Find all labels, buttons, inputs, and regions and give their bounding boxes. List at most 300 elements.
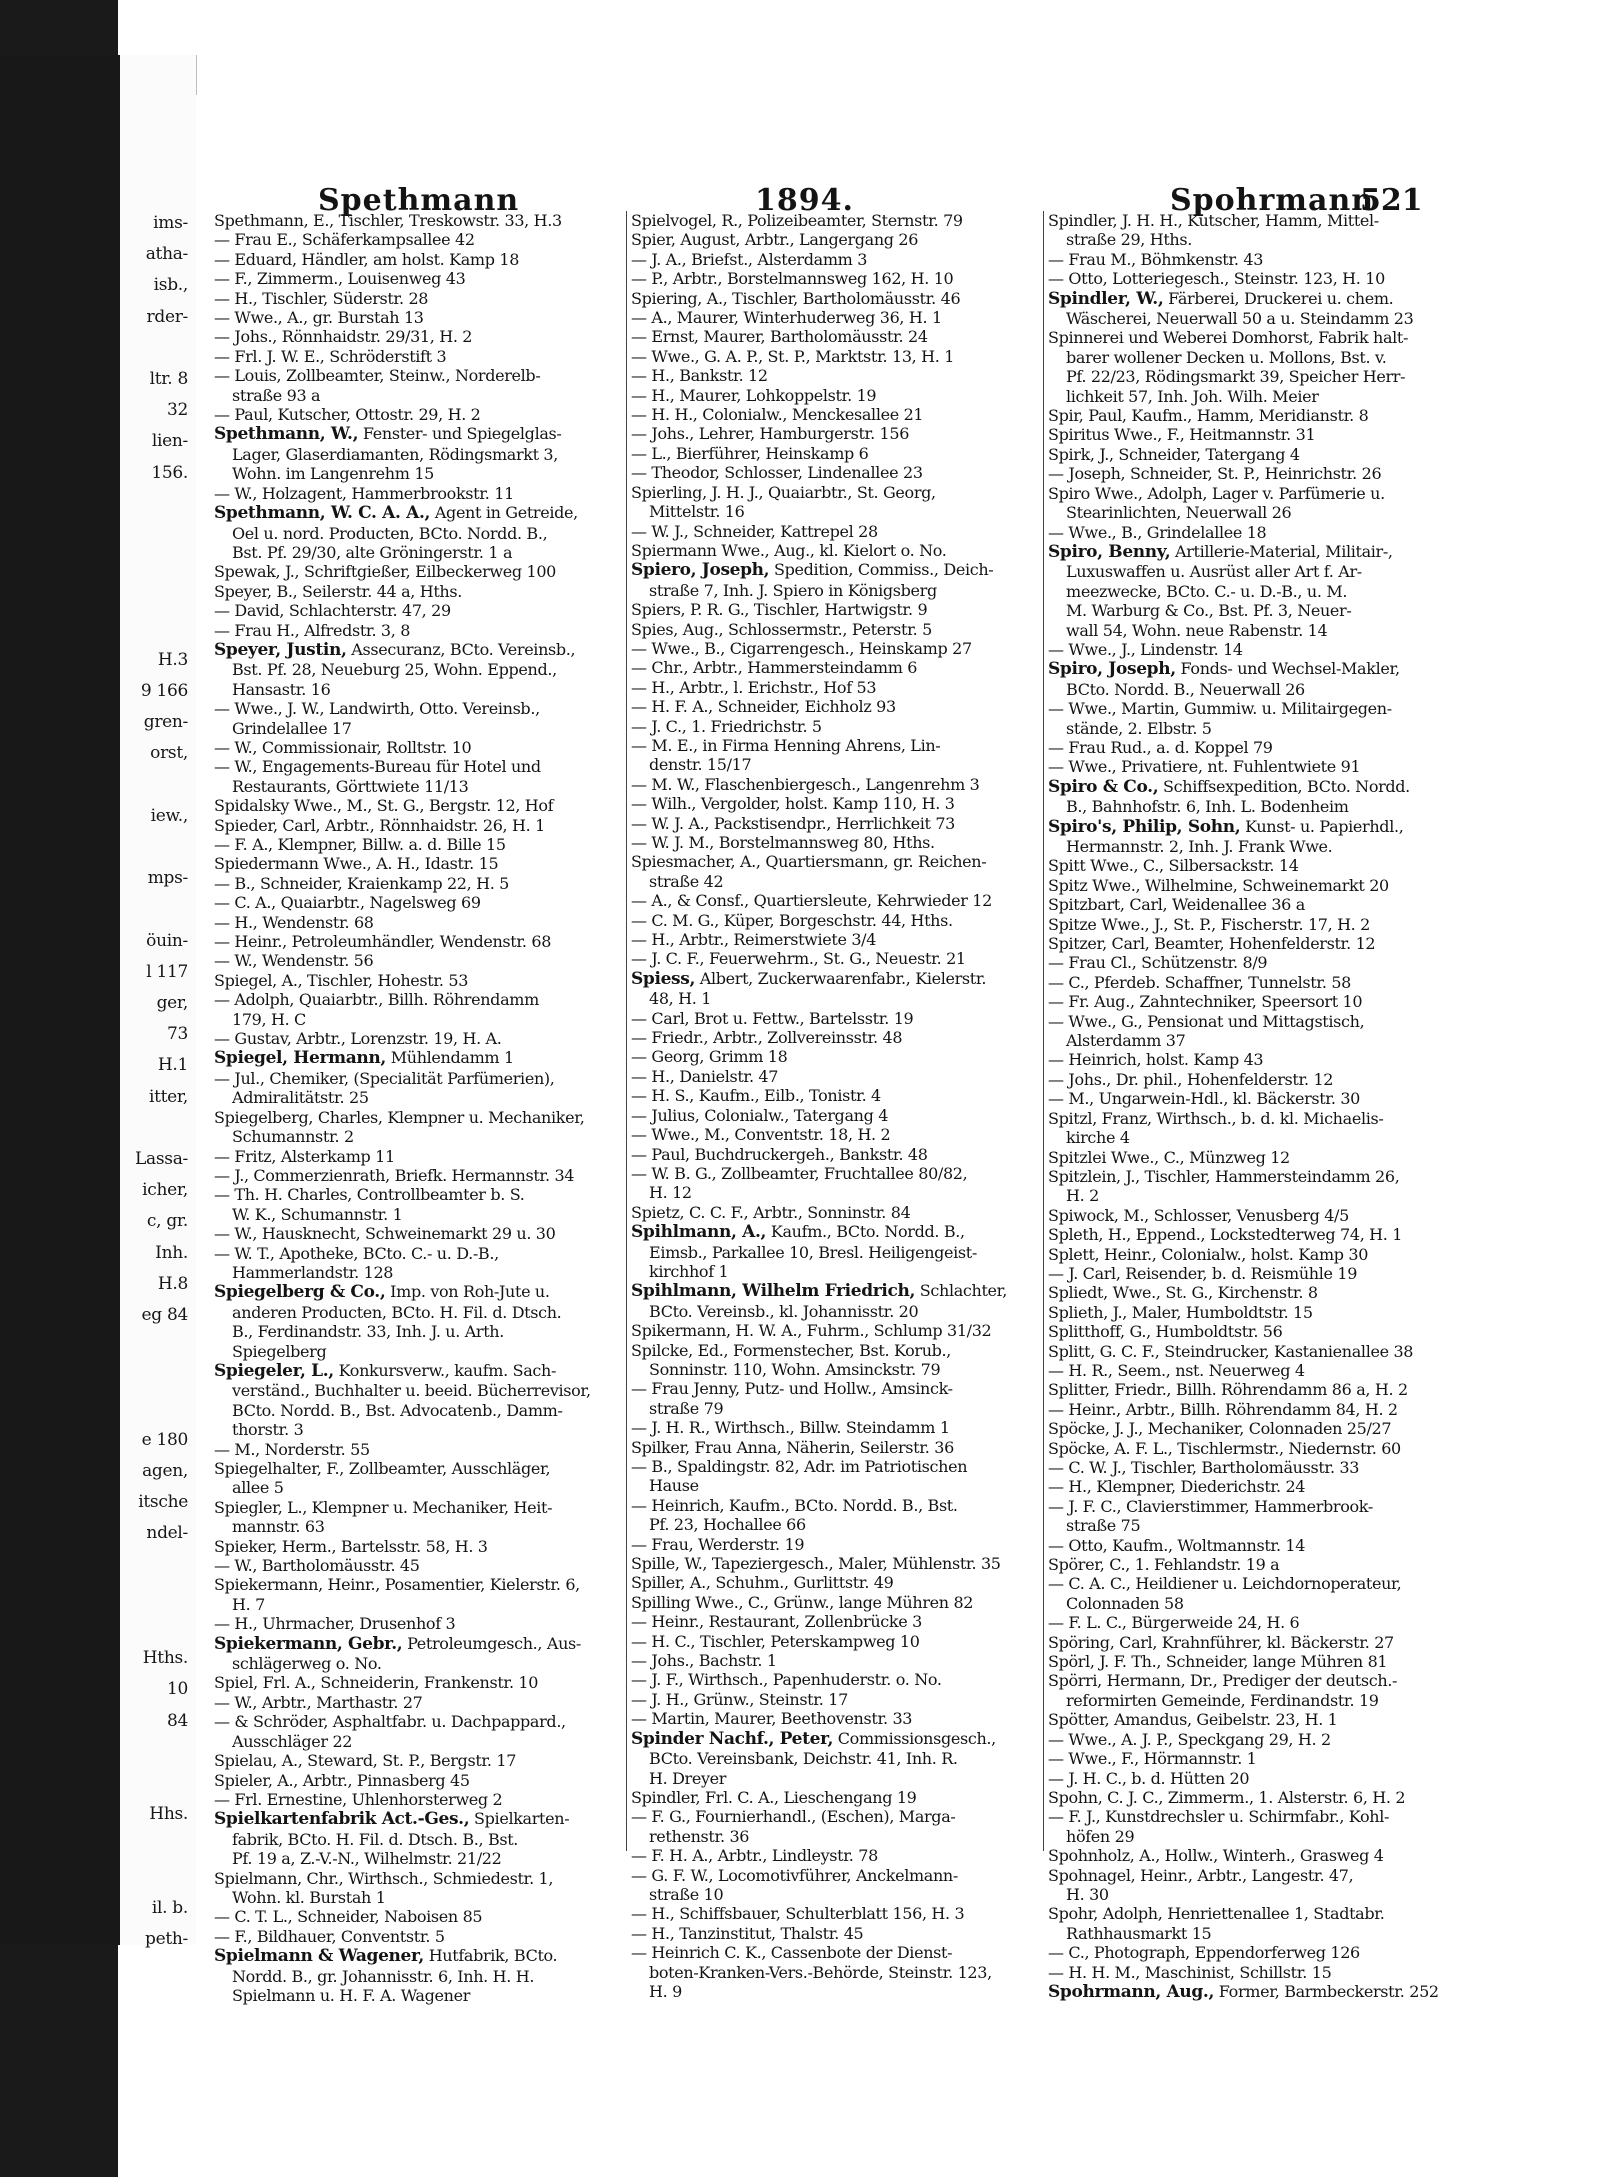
directory-entry [631, 1612, 1041, 1631]
entry-text: Spörer, C., 1. Fehlandstr. 19 a [1048, 1555, 1280, 1575]
directory-entry [631, 639, 1041, 658]
directory-entry [631, 755, 1041, 774]
directory-entry [631, 989, 1041, 1008]
entry-text: — Adolph, Quaiarbtr., Billh. Röhrendamm [214, 990, 539, 1010]
entry-text: — W., Holzagent, Hammerbrookstr. 11 [214, 483, 514, 503]
entry-text: verständ., Buchhalter u. beeid. Bücherrevisor, [232, 1381, 591, 1401]
directory-entry [1048, 601, 1458, 620]
previous-page-line-fragment: lien- [151, 431, 188, 452]
directory-entry [214, 1282, 624, 1302]
directory-entry [631, 1943, 1041, 1962]
entry-text: Spitzbart, Carl, Weidenallee 36 a [1048, 895, 1305, 915]
entry-text: Spindler, Frl. C. A., Lieschengang 19 [631, 1787, 917, 1807]
entry-text: — F. L. C., Bürgerweide 24, H. 6 [1048, 1613, 1300, 1633]
entry-text: Rathhausmarkt 15 [1066, 1923, 1212, 1943]
directory-entry [1048, 484, 1458, 503]
directory-entry [1048, 738, 1458, 757]
entry-text: — H., Maurer, Lohkoppelstr. 19 [631, 385, 877, 405]
directory-entry [631, 1593, 1041, 1612]
directory-entry [1048, 1807, 1458, 1826]
directory-entry [1048, 1594, 1458, 1613]
directory-entry [1048, 1458, 1458, 1477]
directory-entry [1048, 1904, 1458, 1923]
entry-bold-name: Spiegelberg & Co., [214, 1282, 386, 1303]
entry-text: — W. J., Schneider, Kattrepel 28 [631, 521, 878, 541]
directory-entry [1048, 1477, 1458, 1496]
entry-text: — H., Danielstr. 47 [631, 1066, 779, 1086]
directory-entry [631, 678, 1041, 697]
previous-page-line-fragment: Lassa- [135, 1149, 188, 1169]
directory-entry [214, 1888, 624, 1907]
previous-page-line-fragment: itter, [148, 1086, 188, 1107]
entry-text: — W. J. A., Packstisendpr., Herrlichkeit 73 [631, 813, 956, 833]
entry-text: Spörl, J. F. Th., Schneider, lange Mühren 81 [1048, 1652, 1388, 1672]
entry-text: Hause [649, 1476, 699, 1496]
entry-text: B., Bahnhofstr. 6, Inh. L. Bodenheim [1066, 797, 1349, 817]
entry-text: Spies, Aug., Schlossermstr., Peterstr. 5 [631, 619, 932, 639]
entry-bold-name: Spiess, [631, 968, 696, 989]
directory-entry [631, 1009, 1041, 1028]
entry-text: H. 12 [649, 1183, 692, 1203]
previous-page-line-fragment: rder- [146, 306, 188, 327]
directory-entry [631, 1125, 1041, 1144]
directory-entry [1048, 1710, 1458, 1729]
previous-page-line-fragment: icher, [142, 1180, 188, 1201]
entry-text: Oel u. nord. Producten, BCto. Nordd. B., [232, 523, 548, 543]
directory-entry [214, 1166, 624, 1185]
entry-text: straße 29, Hths. [1066, 230, 1192, 250]
directory-entry [214, 1029, 624, 1048]
directory-entry [214, 1537, 624, 1556]
directory-entry [214, 1263, 624, 1282]
directory-entry [1048, 1264, 1458, 1283]
entry-bold-name: Spiero, Joseph, [631, 560, 770, 581]
entry-text: Ausschläger 22 [232, 1731, 353, 1751]
entry-text: Former, Barmbeckerstr. 252 [1214, 1981, 1439, 2001]
directory-entry [631, 1670, 1041, 1689]
entry-text: Spielmann, Chr., Wirthsch., Schmiedestr. 1, [214, 1868, 554, 1888]
header-right-keyword: Spohrmann [1170, 183, 1375, 218]
entry-text: — H. R., Seem., nst. Neuerweg 4 [1048, 1360, 1305, 1380]
entry-text: — H. H., Colonialw., Menckesallee 21 [631, 405, 924, 425]
entry-text: — Johs., Rönnhaidstr. 29/31, H. 2 [214, 327, 473, 347]
entry-text: — J. Carl, Reisender, b. d. Reismühle 19 [1048, 1263, 1358, 1283]
entry-bold-name: Spiegeler, L., [214, 1360, 334, 1381]
directory-entry [631, 1379, 1041, 1398]
entry-text: Spohnholz, A., Hollw., Winterh., Grasweg 4 [1048, 1846, 1384, 1866]
entry-text: Spir, Paul, Kaufm., Hamm, Meridianstr. 8 [1048, 406, 1369, 426]
entry-text: Stearinlichten, Neuerwall 26 [1066, 503, 1292, 523]
entry-text: Spirk, J., Schneider, Tatergang 4 [1048, 444, 1300, 464]
entry-text: — Wwe., Privatiere, nt. Fuhlentwiete 91 [1048, 757, 1361, 777]
entry-text: straße 10 [649, 1884, 724, 1904]
entry-text: reformirten Gemeinde, Ferdinandstr. 19 [1066, 1690, 1379, 1710]
directory-entry [1048, 348, 1458, 367]
directory-entry [1048, 1167, 1458, 1186]
directory-entry [1048, 250, 1458, 269]
entry-text: — C. A., Quaiarbtr., Nagelsweg 69 [214, 893, 481, 913]
directory-entry [631, 308, 1041, 327]
directory-entry [214, 1809, 624, 1829]
entry-text: Pf. 23, Hochallee 66 [649, 1515, 806, 1535]
entry-text: — J. C. F., Feuerwehrm., St. G., Neuestr. 21 [631, 949, 966, 969]
directory-entry [1048, 797, 1458, 816]
entry-text: — C., Photograph, Eppendorferweg 126 [1048, 1943, 1360, 1963]
entry-text: Spiro Wwe., Adolph, Lager v. Parfümerie u. [1048, 483, 1385, 503]
directory-entry [631, 522, 1041, 541]
entry-text: Spiers, P. R. G., Tischler, Hartwigstr. 9 [631, 600, 928, 620]
entry-text: Spilker, Frau Anna, Näherin, Seilerstr. 36 [631, 1437, 954, 1457]
entry-text: — W. T., Apotheke, BCto. C.- u. D.-B., [214, 1243, 499, 1263]
directory-entry [214, 951, 624, 970]
directory-entry [214, 289, 624, 308]
entry-text: Spiegelhalter, F., Zollbeamter, Ausschläger, [214, 1459, 551, 1478]
entry-text: Spielvogel, R., Polizeibeamter, Sternstr. 79 [631, 211, 963, 230]
entry-text: — Frau Rud., a. d. Koppel 79 [1048, 737, 1273, 757]
directory-entry [1048, 1400, 1458, 1419]
directory-entry [214, 835, 624, 854]
header-year: 1894. [755, 183, 854, 218]
directory-entry [214, 424, 624, 444]
entry-text: BCto. Nordd. B., Neuerwall 26 [1066, 679, 1305, 699]
directory-entry [214, 990, 624, 1009]
entry-text: Spohnagel, Heinr., Arbtr., Langestr. 47, [1048, 1865, 1354, 1885]
entry-text: — Th. H. Charles, Controllbeamter b. S. [214, 1185, 525, 1205]
directory-entry [214, 601, 624, 620]
entry-text: Agent in Getreide, [430, 503, 578, 523]
directory-entry [631, 775, 1041, 794]
directory-entry [1048, 1206, 1458, 1225]
entry-text: — Johs., Lehrer, Hamburgerstr. 156 [631, 424, 910, 444]
entry-text: Spitt Wwe., C., Silbersackstr. 14 [1048, 856, 1299, 876]
previous-page-line-fragment: Hhs. [149, 1804, 188, 1825]
directory-entry [631, 620, 1041, 639]
entry-bold-name: Spihlmann, Wilhelm Friedrich, [631, 1281, 916, 1302]
directory-entry [1048, 817, 1458, 837]
entry-bold-name: Spielkartenfabrik Act.-Ges., [214, 1809, 470, 1830]
directory-entry [631, 697, 1041, 716]
directory-entry [214, 777, 624, 796]
entry-text: Fenster- und Spiegelglas- [358, 424, 562, 444]
entry-text: — W., Commissionair, Rolltstr. 10 [214, 737, 472, 757]
directory-entry [214, 1907, 624, 1926]
directory-entry [214, 524, 624, 543]
directory-entry [214, 269, 624, 288]
entry-text: Spiel, Frl. A., Schneiderin, Frankenstr. 10 [214, 1673, 539, 1693]
directory-entry [214, 1498, 624, 1517]
directory-entry [214, 1088, 624, 1107]
entry-text: — H., Wendenstr. 68 [214, 912, 374, 932]
entry-bold-name: Spiekermann, Gebr., [214, 1633, 403, 1654]
entry-text: — C. M. G., Küper, Borgeschstr. 44, Hths. [631, 910, 953, 930]
previous-page-line-fragment: 73 [166, 1024, 188, 1045]
entry-text: Restaurants, Görttwiete 11/13 [232, 776, 469, 796]
directory-entry [631, 1262, 1041, 1281]
entry-text: — H., Bankstr. 12 [631, 366, 768, 386]
directory-entry [214, 1127, 624, 1146]
directory-entry [631, 1982, 1041, 2001]
entry-bold-name: Spiro & Co., [1048, 776, 1159, 797]
entry-text: Spiegler, L., Klempner u. Mechaniker, Heit- [214, 1497, 553, 1517]
directory-entry [214, 1420, 624, 1439]
entry-text: — Heinrich C. K., Cassenbote der Dienst- [631, 1943, 953, 1963]
directory-entry [214, 1361, 624, 1381]
directory-entry [1048, 1536, 1458, 1555]
entry-text: Spier, August, Arbtr., Langergang 26 [631, 230, 919, 250]
entry-text: — L., Bierführer, Heinskamp 6 [631, 443, 869, 463]
directory-entry [214, 386, 624, 405]
previous-page-line-fragment: 84 [166, 1710, 188, 1731]
entry-text: — F. J., Kunstdrechsler u. Schirmfabr., Kohl- [1048, 1807, 1390, 1827]
entry-text: — Wwe., M., Conventstr. 18, H. 2 [631, 1125, 891, 1145]
directory-entry [631, 1769, 1041, 1788]
entry-text: — A., & Consf., Quartiersleute, Kehrwieder 12 [631, 891, 992, 911]
directory-entry [631, 1866, 1041, 1885]
entry-text: Spitzer, Carl, Beamter, Hohenfelderstr. 12 [1048, 934, 1376, 954]
directory-entry [631, 717, 1041, 736]
entry-text: Spedition, Commiss., Deich- [769, 560, 994, 580]
entry-text: Spikermann, H. W. A., Fuhrm., Schlump 31/32 [631, 1321, 992, 1341]
directory-entry [214, 1595, 624, 1614]
directory-entry [1048, 640, 1458, 659]
directory-entry [1048, 1361, 1458, 1380]
entry-text: — Wwe., B., Grindelallee 18 [1048, 522, 1267, 542]
entry-text: — W., Wendenstr. 56 [214, 951, 374, 971]
previous-page-line-fragment: ltr. 8 [149, 369, 188, 389]
directory-entry [1048, 230, 1458, 249]
directory-entry [631, 386, 1041, 405]
directory-entry [631, 1067, 1041, 1086]
directory-entry [214, 854, 624, 873]
directory-entry [631, 1183, 1041, 1202]
directory-entry [631, 424, 1041, 443]
directory-entry [631, 1729, 1041, 1749]
entry-text: — C. A. C., Heildiener u. Leichdornoperateur, [1048, 1574, 1402, 1594]
entry-bold-name: Spohrmann, Aug., [1048, 1981, 1215, 2002]
previous-page-line-fragment: 156. [151, 462, 188, 483]
directory-entry [631, 1496, 1041, 1515]
directory-entry [214, 1771, 624, 1790]
directory-entry [214, 1205, 624, 1224]
directory-entry [214, 1986, 624, 2005]
directory-entry [631, 1047, 1041, 1066]
entry-text: — H., Tanzinstitut, Thalstr. 45 [631, 1923, 864, 1943]
entry-text: Pf. 19 a, Z.-V.-N., Wilhelmstr. 21/22 [232, 1849, 502, 1869]
entry-text: Schumannstr. 2 [232, 1127, 354, 1147]
entry-text: Fonds- und Wechsel-Makler, [1175, 659, 1400, 679]
directory-entry [214, 699, 624, 718]
directory-entry [631, 600, 1041, 619]
entry-text: — Wwe., J. W., Landwirth, Otto. Vereinsb., [214, 699, 540, 719]
directory-entry [1048, 328, 1458, 347]
directory-entry [214, 1654, 624, 1673]
entry-text: Spitze Wwe., J., St. P., Fischerstr. 17, H. 2 [1048, 914, 1370, 934]
directory-entry [214, 1556, 624, 1575]
entry-text: Spinnerei und Weberei Domhorst, Fabrik halt- [1048, 328, 1409, 348]
entry-text: rethenstr. 36 [649, 1826, 750, 1846]
directory-entry [1048, 562, 1458, 581]
directory-entry [1048, 1186, 1458, 1205]
directory-entry [214, 1732, 624, 1751]
entry-text: — H., Arbtr., l. Erichstr., Hof 53 [631, 677, 877, 697]
entry-text: thorstr. 3 [232, 1420, 304, 1440]
entry-text: H. Dreyer [649, 1768, 727, 1788]
entry-text: Spiwock, M., Schlosser, Venusberg 4/5 [1048, 1205, 1349, 1225]
directory-entry [1048, 1322, 1458, 1341]
entry-text: — F., Zimmerm., Louisenweg 43 [214, 269, 466, 289]
entry-text: mannstr. 63 [232, 1517, 325, 1537]
directory-entry [631, 560, 1041, 580]
directory-entry [214, 1946, 624, 1966]
directory-entry [1048, 621, 1458, 640]
entry-text: Assecuranz, BCto. Vereinsb., [346, 639, 576, 659]
entry-text: — Chr., Arbtr., Hammersteindamm 6 [631, 658, 918, 678]
entry-text: W. K., Schumannstr. 1 [232, 1204, 403, 1224]
directory-entry [1048, 1749, 1458, 1768]
directory-entry [631, 269, 1041, 288]
previous-page-line-fragment: ndel- [146, 1523, 188, 1544]
directory-entry [631, 1203, 1041, 1222]
entry-text: — G. F. W., Locomotivführer, Anckelmann- [631, 1865, 958, 1885]
entry-text: Spindler, J. H. H., Kutscher, Hamm, Mittel- [1048, 211, 1379, 230]
directory-entry [631, 347, 1041, 366]
previous-page-line-fragment: 32 [166, 400, 188, 421]
entry-text: — M. W., Flaschenbiergesch., Langenrehm 3 [631, 774, 980, 794]
directory-entry [631, 483, 1041, 502]
directory-entry [1048, 211, 1458, 230]
entry-text: — H., Klempner, Diederichstr. 24 [1048, 1477, 1306, 1497]
page-number: 521 [1360, 183, 1423, 218]
directory-entry [214, 464, 624, 483]
entry-text: — W., Engagements-Bureau für Hotel und [214, 757, 541, 777]
previous-page-line-fragment: gren- [143, 712, 188, 733]
directory-entry [214, 932, 624, 951]
entry-text: — Julius, Colonialw., Tatergang 4 [631, 1105, 889, 1125]
entry-text: Spierling, J. H. J., Quaiarbtr., St. Georg, [631, 482, 936, 502]
directory-entry [1048, 1380, 1458, 1399]
entry-text: Spöring, Carl, Krahnführer, kl. Bäckerstr. 27 [1048, 1632, 1394, 1652]
entry-text: — H., Uhrmacher, Drusenhof 3 [214, 1614, 456, 1634]
entry-text: — Frau M., Böhmkenstr. 43 [1048, 249, 1264, 269]
directory-entry [631, 463, 1041, 482]
entry-bold-name: Spethmann, W., [214, 424, 359, 445]
entry-text: — Heinrich, holst. Kamp 43 [1048, 1050, 1264, 1070]
previous-page-line-fragment: 10 [166, 1679, 188, 1700]
directory-entry [214, 1614, 624, 1633]
entry-text: — J., Commerzienrath, Briefk. Hermannstr. 34 [214, 1165, 575, 1185]
directory-entry [631, 1904, 1041, 1923]
directory-entry [1048, 269, 1458, 288]
entry-text: Mühlendamm 1 [385, 1048, 514, 1068]
directory-entry [214, 543, 624, 562]
previous-page-line-fragment: atha- [145, 244, 188, 265]
directory-page [196, 95, 1480, 2005]
directory-entry [214, 1869, 624, 1888]
directory-entry [214, 308, 624, 327]
directory-entry [214, 1381, 624, 1400]
column-2 [631, 211, 1041, 2001]
entry-text: — B., Schneider, Kraienkamp 22, H. 5 [214, 873, 509, 893]
directory-entry [631, 250, 1041, 269]
entry-text: — Otto, Kaufm., Woltmannstr. 14 [1048, 1535, 1306, 1555]
entry-text: — H., Tischler, Süderstr. 28 [214, 288, 429, 308]
directory-entry [1048, 445, 1458, 464]
entry-bold-name: Spielmann & Wagener, [214, 1946, 424, 1967]
entry-text: Spohr, Adolph, Henriettenallee 1, Stadtabr. [1048, 1904, 1385, 1924]
entry-text: — W., Arbtr., Marthastr. 27 [214, 1692, 423, 1712]
directory-entry [631, 1438, 1041, 1457]
directory-entry [1048, 503, 1458, 522]
directory-entry [214, 1069, 624, 1088]
directory-entry [214, 874, 624, 893]
entry-text: Bst. Pf. 29/30, alte Gröningerstr. 1 a [232, 542, 513, 562]
directory-entry [1048, 1827, 1458, 1846]
directory-entry [1048, 1555, 1458, 1574]
directory-entry [1048, 1225, 1458, 1244]
entry-text: — Heinr., Restaurant, Zollenbrücke 3 [631, 1612, 922, 1632]
directory-entry [214, 366, 624, 385]
directory-entry [1048, 542, 1458, 562]
directory-entry [214, 1967, 624, 1986]
previous-page-line-fragment: ger, [156, 993, 188, 1013]
column-1 [214, 211, 624, 2005]
entry-text: — Wwe., Martin, Gummiw. u. Militairgegen- [1048, 699, 1392, 719]
directory-entry [1048, 1885, 1458, 1904]
entry-text: BCto. Vereinsbank, Deichstr. 41, Inh. R. [649, 1749, 958, 1769]
entry-text: — J. H. C., b. d. Hütten 20 [1048, 1768, 1250, 1788]
directory-entry [1048, 1730, 1458, 1749]
entry-text: — Fr. Aug., Zahntechniker, Speersort 10 [1048, 992, 1363, 1012]
entry-text: — Wwe., F., Hörmannstr. 1 [1048, 1749, 1257, 1769]
entry-text: Spöcke, A. F. L., Tischlermstr., Niedernstr. 60 [1048, 1438, 1401, 1458]
entry-text: Spewak, J., Schriftgießer, Eilbeckerweg 100 [214, 562, 556, 582]
entry-text: — Jul., Chemiker, (Specialität Parfümerien), [214, 1068, 555, 1088]
entry-text: Colonnaden 58 [1066, 1593, 1184, 1613]
entry-text: Spitzlein, J., Tischler, Hammersteindamm 26, [1048, 1166, 1400, 1186]
entry-text: Spiesmacher, A., Quartiersmann, gr. Reichen- [631, 852, 987, 872]
previous-page-line-fragment: iew., [150, 805, 188, 826]
entry-text: höfen 29 [1066, 1826, 1135, 1846]
entry-text: — Fritz, Alsterkamp 11 [214, 1146, 395, 1166]
directory-entry [214, 1849, 624, 1868]
directory-entry [631, 1028, 1041, 1047]
entry-text: Luxuswaffen u. Ausrüst aller Art f. Ar- [1066, 562, 1362, 582]
directory-entry [631, 1573, 1041, 1592]
directory-entry [1048, 1031, 1458, 1050]
directory-entry [631, 1632, 1041, 1651]
entry-text: H. 2 [1066, 1186, 1099, 1206]
entry-text: M. Warburg & Co., Bst. Pf. 3, Neuer- [1066, 601, 1352, 621]
entry-text: — H. S., Kaufm., Eilb., Tonistr. 4 [631, 1086, 881, 1106]
entry-text: — Frau H., Alfredstr. 3, 8 [214, 620, 411, 640]
directory-entry [631, 444, 1041, 463]
previous-page-line-fragment: Hths. [142, 1648, 188, 1669]
directory-entry [1048, 367, 1458, 386]
entry-text: allee 5 [232, 1478, 284, 1498]
directory-entry [1048, 1982, 1458, 2002]
directory-entry [1048, 1089, 1458, 1108]
entry-text: Hermannstr. 2, Inh. J. Frank Wwe. [1066, 837, 1333, 856]
entry-bold-name: Spiro, Joseph, [1048, 659, 1176, 680]
entry-text: Spilcke, Ed., Formenstecher, Bst. Korub., [631, 1340, 952, 1360]
directory-entry [214, 913, 624, 932]
directory-entry [631, 1535, 1041, 1554]
directory-entry [631, 1709, 1041, 1728]
entry-text: — H. F. A., Schneider, Eichholz 93 [631, 697, 896, 717]
directory-entry [631, 1963, 1041, 1982]
previous-page-line-fragment: öuin- [146, 930, 188, 951]
entry-text: — Gustav, Arbtr., Lorenzstr. 19, H. A. [214, 1029, 502, 1049]
